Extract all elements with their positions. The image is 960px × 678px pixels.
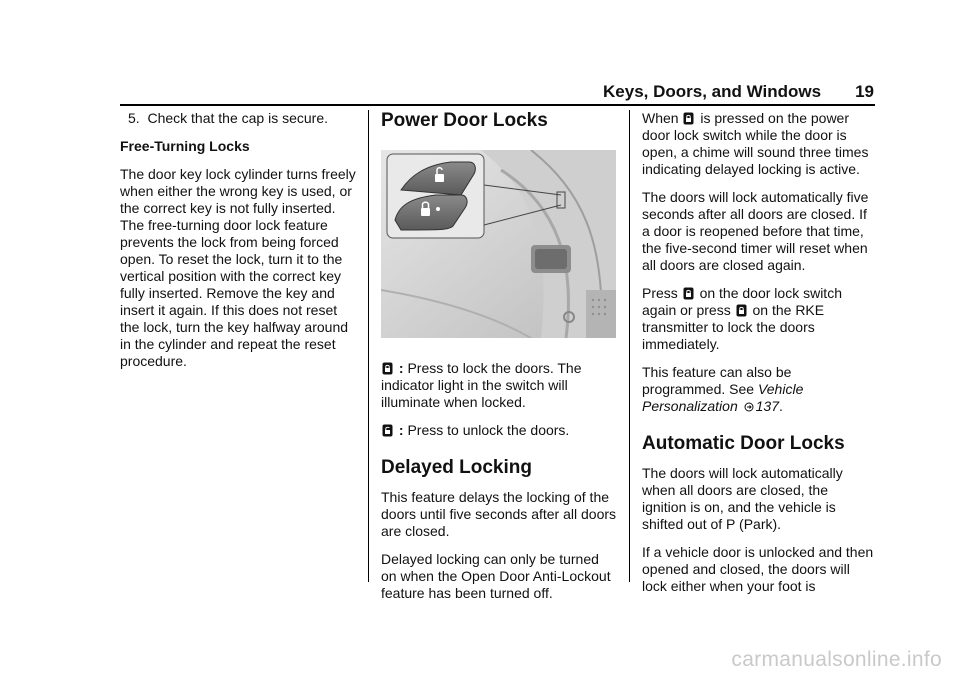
lock-icon — [382, 362, 393, 375]
door-panel-illustration — [381, 150, 616, 338]
lock-description: : Press to lock the doors. The indicator light in the switch will illuminate when locked. — [381, 360, 582, 410]
col3-p6: If a vehicle door is unlocked and then opened and closed, the doors will lock either when your foot is — [642, 544, 874, 594]
col3-p3-c: on the RKE transmitter to lock the doors immediately. — [642, 302, 825, 352]
subhead-free-turning-locks: Free-Turning Locks — [120, 138, 250, 154]
column-3 — [642, 110, 874, 606]
heading-delayed-locking: Delayed Locking — [381, 457, 532, 478]
heading-automatic-door-locks: Automatic Door Locks — [642, 433, 845, 454]
lock-description-text: Press to lock the doors. The indicator light in the switch will illuminate when locked. — [381, 360, 582, 410]
free-turning-body: The door key lock cylinder turns freely when either the wrong key is used, or the correct key is not fully inserted. The free-turning door lock feature prevents the lock from being forced open. To reset the lock, turn it to the vertical position with the correct key fully inserted. Remove the key and insert it again. If this does not reset the lock, turn the key halfway around in the cylinder and repeat the reset procedure. — [120, 166, 356, 369]
unlock-description: : Press to unlock the doors. — [381, 422, 616, 439]
heading-power-door-locks: Power Door Locks — [381, 110, 548, 131]
col3-p3-a: Press — [642, 285, 678, 301]
unlock-description-text: Press to unlock the doors. — [407, 422, 570, 438]
watermark: carmanualsonline.info — [731, 648, 942, 671]
column-divider — [368, 110, 369, 582]
column-1 — [120, 110, 358, 381]
page-number: 19 — [855, 82, 874, 101]
lock-icon — [736, 304, 747, 317]
col3-p1 — [642, 110, 874, 178]
col3-p5: The doors will lock automatically when all doors are closed, the ignition is on, and the vehicle is shifted out of P (Park). — [642, 465, 843, 532]
column-divider — [629, 110, 630, 582]
column-2 — [381, 110, 616, 613]
step-5: 5. Check that the cap is secure. — [128, 110, 328, 126]
col3-p2: The doors will lock automatically five seconds after all doors are closed. If a door is reopened before that time, the five-second timer will reset when all doors are closed again. — [642, 189, 869, 273]
header-rule — [120, 104, 875, 106]
col3-p3-b: on the door lock switch again or press — [642, 285, 842, 318]
col3-p4 — [642, 364, 874, 415]
xref-arrow-icon — [744, 402, 754, 412]
col3-p4-pre: This feature can also be programmed. See — [642, 364, 792, 397]
lock-icon — [683, 112, 694, 125]
col3-p4-end: . — [778, 398, 783, 414]
xref-link-vehicle-personalization[interactable]: Vehicle Personalization — [642, 381, 804, 414]
delayed-locking-p1: This feature delays the locking of the doors until five seconds after all doors are closed. — [381, 489, 617, 539]
delayed-locking-p2: Delayed locking can only be turned on when the Open Door Anti-Lockout feature has been turned off. — [381, 551, 611, 601]
col3-p1-pre: When — [642, 110, 679, 126]
col3-p3 — [642, 285, 874, 353]
page-header — [603, 82, 874, 106]
lock-icon — [683, 287, 694, 300]
header-title: Keys, Doors, and Windows — [603, 82, 822, 101]
xref-page-number[interactable]: 137 — [755, 398, 779, 414]
unlock-icon — [382, 424, 393, 437]
col3-p1-post: is pressed on the power door lock switch while the door is open, a chime will sound three times indicating delayed locking is active. — [642, 110, 869, 177]
door-lock-switch-figure — [381, 150, 616, 338]
